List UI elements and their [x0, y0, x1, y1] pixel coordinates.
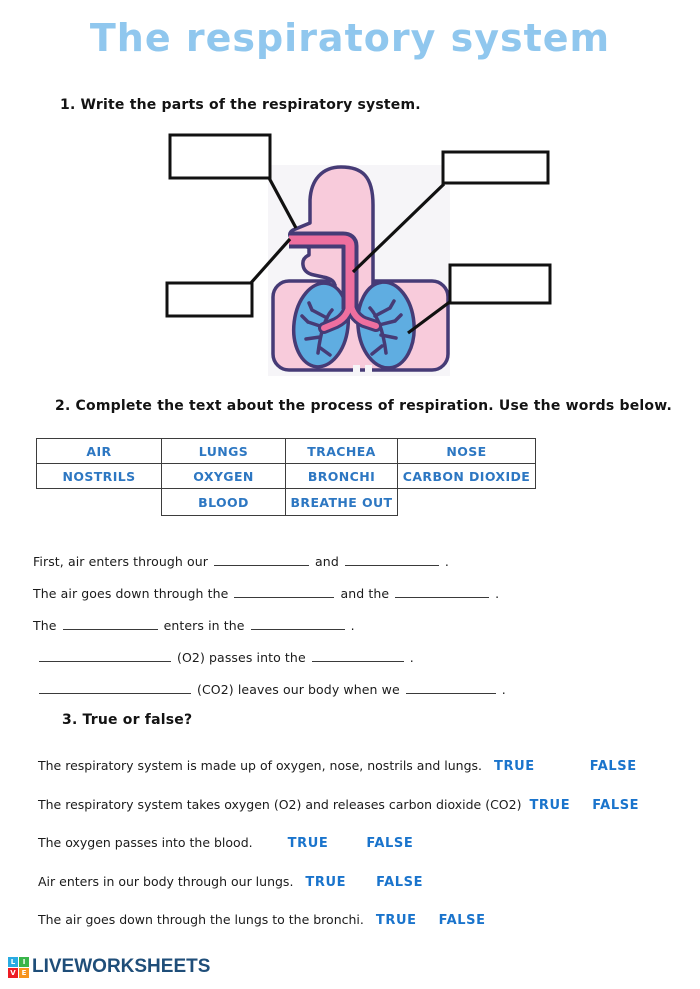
- word-bank-cell: [398, 489, 536, 516]
- word-bank-cell: NOSTRILS: [37, 464, 162, 489]
- tf-row: [38, 797, 639, 836]
- respiratory-diagram: [150, 130, 570, 380]
- word-bank-cell: CARBON DIOXIDE: [398, 464, 536, 489]
- tf-row: [38, 835, 639, 874]
- torso-bottom-gap: [365, 365, 372, 374]
- true-option[interactable]: TRUE: [375, 913, 417, 928]
- section3-heading: 3. True or false?: [62, 712, 193, 728]
- tf-row: [38, 912, 639, 951]
- word-bank-cell: OXYGEN: [162, 464, 286, 489]
- sentence-text: The: [33, 618, 57, 633]
- tf-statement: The oxygen passes into the blood.: [38, 835, 253, 850]
- true-option[interactable]: TRUE: [287, 836, 329, 851]
- sentence-text: .: [350, 618, 355, 633]
- tf-statement: The respiratory system takes oxygen (O2) and releases carbon dioxide (CO2): [38, 796, 522, 812]
- sentence-text: The air goes down through the: [33, 586, 229, 601]
- word-bank-cell: AIR: [37, 439, 162, 464]
- page-title: The respiratory system: [89, 16, 611, 60]
- fill-sentence: [33, 617, 683, 634]
- fill-in-sentences: [33, 553, 683, 713]
- true-option[interactable]: TRUE: [305, 874, 347, 890]
- word-bank-table: [36, 438, 536, 516]
- tf-statement: Air enters in our body through our lungs.: [38, 873, 294, 889]
- tf-row: [38, 758, 639, 797]
- answer-blank[interactable]: [312, 649, 404, 662]
- word-bank-cell: [37, 489, 162, 516]
- word-bank-cell: BLOOD: [162, 489, 286, 516]
- true-option[interactable]: TRUE: [494, 759, 535, 774]
- sentence-text: .: [495, 586, 500, 601]
- sentence-text: enters in the: [163, 618, 245, 633]
- answer-blank[interactable]: [63, 617, 158, 630]
- section1-heading: 1. Write the parts of the respiratory system.: [60, 97, 421, 113]
- false-option[interactable]: FALSE: [438, 913, 486, 928]
- sentence-text: and: [315, 554, 339, 569]
- word-bank-cell: BREATHE OUT: [286, 489, 398, 516]
- answer-blank[interactable]: [234, 585, 334, 598]
- diagram-label-box-1[interactable]: [170, 135, 270, 178]
- word-bank-cell: BRONCHI: [286, 464, 398, 489]
- fill-sentence: [33, 553, 683, 570]
- false-option[interactable]: FALSE: [592, 797, 640, 813]
- body-illustration: [268, 165, 450, 376]
- fill-sentence: [33, 649, 683, 666]
- answer-blank[interactable]: [39, 681, 191, 694]
- brand-name: LIVEWORKSHEETS: [32, 956, 211, 977]
- sentence-text: .: [501, 682, 506, 697]
- answer-blank[interactable]: [251, 617, 345, 630]
- fill-sentence: [33, 585, 683, 602]
- logo-square-v: V: [8, 968, 18, 978]
- logo-square-i: I: [19, 957, 29, 967]
- sentence-text: .: [444, 554, 449, 569]
- answer-blank[interactable]: [345, 553, 439, 566]
- word-bank-cell: TRACHEA: [286, 439, 398, 464]
- answer-blank[interactable]: [214, 553, 309, 566]
- logo-square-e: E: [19, 968, 29, 978]
- section2-heading: 2. Complete the text about the process of respiration. Use the words below.: [55, 398, 672, 414]
- torso-bottom-gap: [353, 365, 360, 374]
- true-false-list: [38, 758, 639, 951]
- respiratory-diagram-svg: [150, 130, 570, 380]
- word-bank-cell: LUNGS: [162, 439, 286, 464]
- tf-row: [38, 874, 639, 913]
- diagram-label-box-3[interactable]: [167, 283, 252, 316]
- tf-statement: The respiratory system is made up of oxygen, nose, nostrils and lungs.: [38, 758, 483, 773]
- false-option[interactable]: FALSE: [366, 836, 414, 851]
- liveworksheets-icon: [8, 957, 29, 978]
- answer-blank[interactable]: [395, 585, 489, 598]
- answer-blank[interactable]: [406, 681, 496, 694]
- diagram-label-box-2[interactable]: [443, 152, 548, 183]
- sentence-text: (CO2) leaves our body when we: [197, 682, 400, 697]
- fill-sentence: [33, 681, 683, 698]
- false-option[interactable]: FALSE: [589, 759, 637, 774]
- answer-blank[interactable]: [39, 649, 171, 662]
- sentence-text: First, air enters through our: [33, 554, 209, 569]
- footer-logo: [8, 956, 210, 978]
- word-bank-cell: NOSE: [398, 439, 536, 464]
- sentence-text: and the: [340, 586, 390, 601]
- logo-square-l: L: [8, 957, 18, 967]
- false-option[interactable]: FALSE: [376, 874, 424, 890]
- tf-statement: The air goes down through the lungs to the bronchi.: [38, 912, 364, 927]
- true-option[interactable]: TRUE: [529, 797, 571, 813]
- diagram-label-box-4[interactable]: [450, 265, 550, 303]
- sentence-text: (O2) passes into the: [177, 650, 306, 665]
- sentence-text: .: [409, 650, 414, 665]
